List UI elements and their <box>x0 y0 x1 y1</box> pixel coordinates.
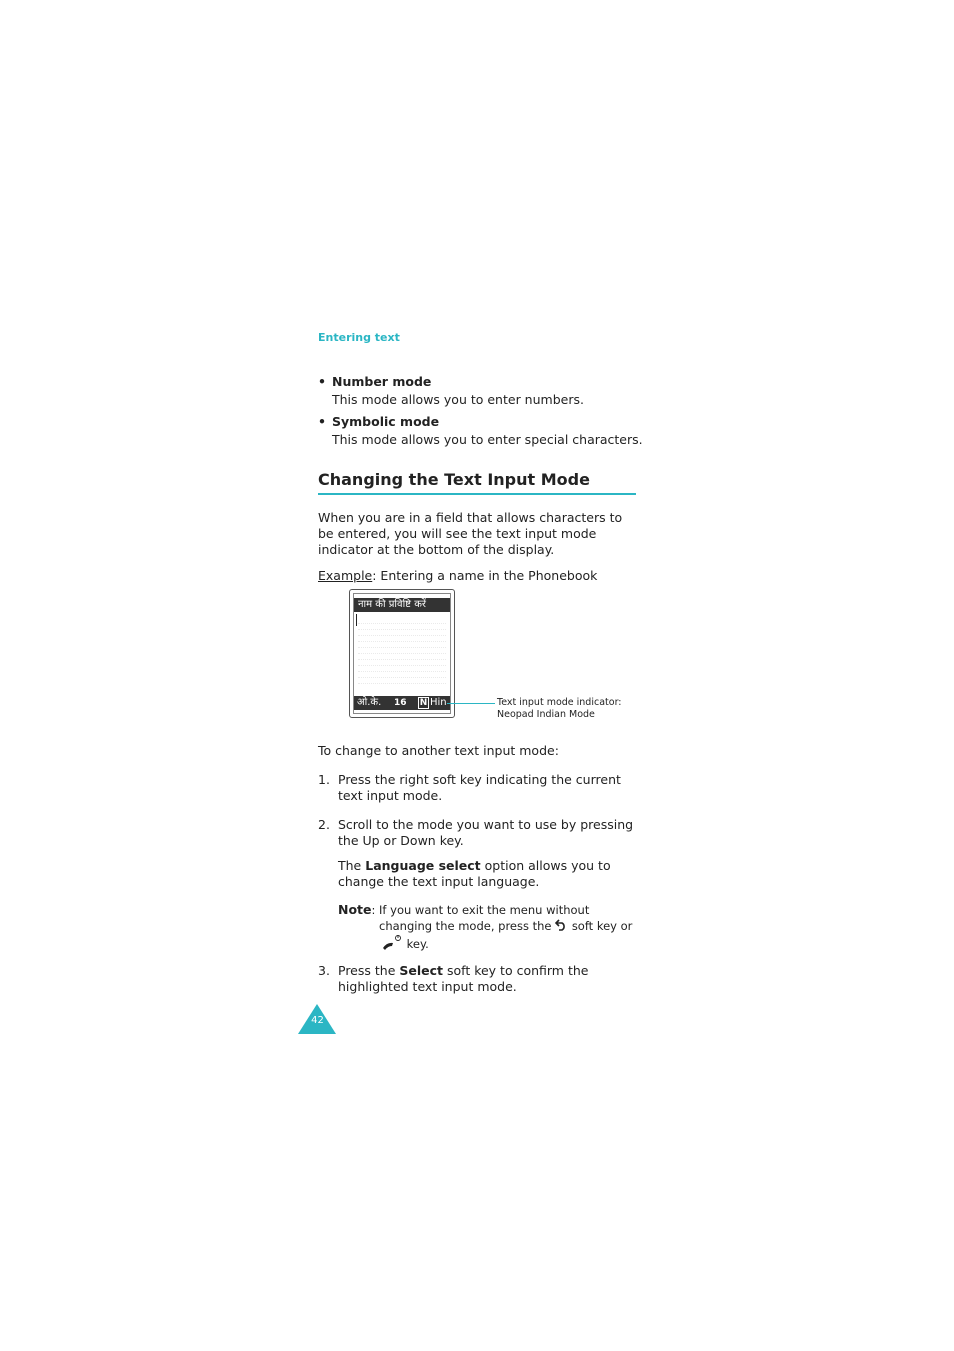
step-1-cont: text input mode. <box>338 788 443 803</box>
change-intro: To change to another text input mode: <box>318 743 559 758</box>
language-pre: The <box>338 858 366 873</box>
step-number: 2. <box>318 817 330 832</box>
phone-screen-illustration <box>349 589 455 718</box>
step-2-cont: the Up or Down key. <box>338 833 464 848</box>
left-softkey-label: ओ.के. <box>357 697 382 708</box>
character-count: 16 <box>394 698 407 708</box>
note-line1: : If you want to exit the menu without <box>371 903 590 917</box>
step-text: Scroll to the mode you want to use by pressing <box>338 817 634 832</box>
note-line2 <box>379 918 639 935</box>
screen-softkey-bar <box>354 696 450 710</box>
back-arrow-icon <box>555 918 568 935</box>
step-3 <box>318 963 638 979</box>
example-text: : Entering a name in the Phonebook <box>372 568 598 583</box>
step-number: 3. <box>318 963 330 978</box>
mode-text: Hin <box>430 697 447 708</box>
language-select-cont: change the text input language. <box>338 874 540 889</box>
bullet-symbolic-mode: • Symbolic mode <box>318 414 440 429</box>
neopad-icon: N <box>419 698 428 708</box>
step3-post: soft key to confirm the <box>443 963 589 978</box>
bullet-title: Symbolic mode <box>332 414 440 429</box>
step3-bold: Select <box>399 963 443 978</box>
bullet-body: This mode allows you to enter special characters. <box>332 432 643 447</box>
input-mode-indicator <box>418 696 447 710</box>
page-number: 42 <box>311 1015 324 1026</box>
step-text: Press the right soft key indicating the current <box>338 772 621 787</box>
end-call-icon <box>381 934 403 955</box>
note-line3 <box>381 934 641 955</box>
example-line <box>318 568 638 584</box>
step-2 <box>318 817 638 833</box>
step-3-cont: highlighted text input mode. <box>338 979 517 994</box>
callout-line1: Text input mode indicator: <box>497 697 622 708</box>
text-cursor <box>356 614 357 626</box>
example-label: Example <box>318 568 373 583</box>
section-label: Entering text <box>318 331 400 344</box>
bullet-body: This mode allows you to enter numbers. <box>332 392 584 407</box>
callout-leader-line <box>447 703 495 704</box>
note-line2b: soft key or <box>571 919 633 933</box>
page-heading: Changing the Text Input Mode <box>318 470 636 495</box>
step-number: 1. <box>318 772 330 787</box>
language-bold: Language select <box>365 858 481 873</box>
text-area <box>358 618 446 684</box>
note <box>338 902 638 918</box>
note-line3-text: key. <box>406 937 429 951</box>
phone-display <box>353 593 451 714</box>
callout-text <box>497 697 622 721</box>
language-select-text <box>338 858 638 874</box>
bullet-number-mode: • Number mode <box>318 374 432 389</box>
note-label: Note <box>338 902 372 917</box>
bullet-title: Number mode <box>332 374 432 389</box>
step3-pre: Press the <box>338 963 400 978</box>
intro-paragraph: When you are in a field that allows characters to be entered, you will see the text input mode indicator at the bottom of the display. <box>318 510 623 557</box>
callout-line2: Neopad Indian Mode <box>497 709 595 720</box>
step-1 <box>318 772 638 788</box>
screen-title-bar: नाम की प्रविष्टि करें <box>354 598 450 612</box>
note-line2a: changing the mode, press the <box>379 919 552 933</box>
language-post: option allows you to <box>480 858 611 873</box>
